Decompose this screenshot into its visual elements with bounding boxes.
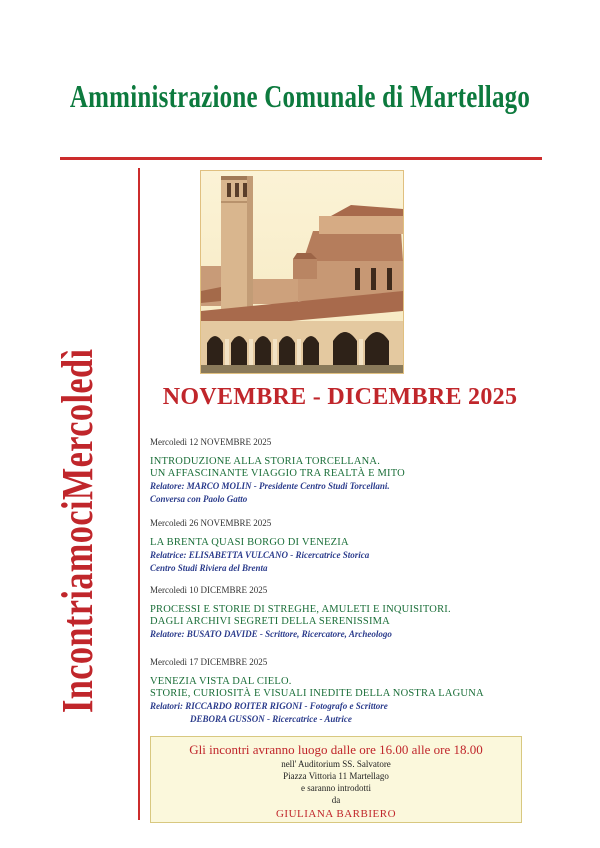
info-intro: e saranno introdotti	[301, 783, 371, 793]
page-title: Amministrazione Comunale di Martellago	[69, 78, 531, 114]
event-1	[150, 437, 540, 506]
info-venue: nell' Auditorium SS. Salvatore	[281, 759, 391, 769]
event-speaker: Relatori: RICCARDO ROITER RIGONI - Fotografo e Scrittore	[150, 701, 388, 711]
horizontal-divider	[60, 157, 542, 160]
vertical-divider	[138, 168, 140, 820]
event-4	[150, 657, 540, 726]
event-title: LA BRENTA QUASI BORGO DI VENEZIA	[150, 537, 349, 548]
side-vertical-title: IncontriamociMercoledì	[53, 348, 102, 713]
event-date: Mercoledì 17 DICEMBRE 2025	[150, 657, 268, 667]
event-date: Mercoledì 10 DICEMBRE 2025	[150, 585, 268, 595]
event-speaker: Relatore: BUSATO DAVIDE - Scrittore, Ricercatore, Archeologo	[150, 629, 392, 639]
event-title: STORIE, CURIOSITÀ E VISUALI INEDITE DELLA NOSTRA LAGUNA	[150, 688, 484, 699]
event-title: DAGLI ARCHIVI SEGRETI DELLA SERENISSIMA	[150, 616, 390, 627]
event-title: VENEZIA VISTA DAL CIELO.	[150, 676, 292, 687]
event-speaker: Relatrice: ELISABETTA VULCANO - Ricercatrice Storica	[150, 550, 370, 560]
event-title: UN AFFASCINANTE VIAGGIO TRA REALTÀ E MITO	[150, 468, 405, 479]
church-bell-tower-photo	[200, 170, 404, 374]
info-schedule: Gli incontri avranno luogo dalle ore 16.00 alle ore 18.00	[189, 742, 483, 757]
event-date: Mercoledì 26 NOVEMBRE 2025	[150, 518, 272, 528]
event-title: INTRODUZIONE ALLA STORIA TORCELLANA.	[150, 456, 381, 467]
info-by: da	[331, 795, 341, 805]
event-2	[150, 518, 540, 575]
event-speaker: Relatore: MARCO MOLIN - Presidente Centro Studi Torcellani.	[150, 481, 390, 491]
event-date: Mercoledì 12 NOVEMBRE 2025	[150, 437, 272, 447]
event-title: PROCESSI E STORIE DI STREGHE, AMULETI E INQUISITORI.	[150, 604, 451, 615]
event-3	[150, 585, 540, 641]
event-speaker: DEBORA GUSSON - Ricercatrice - Autrice	[190, 714, 352, 724]
info-box	[150, 736, 522, 823]
event-speaker: Centro Studi Riviera del Brenta	[150, 563, 268, 573]
period-heading: NOVEMBRE - DICEMBRE 2025	[162, 384, 518, 410]
info-host: GIULIANA BARBIERO	[275, 808, 397, 820]
info-address: Piazza Vittoria 11 Martellago	[283, 771, 389, 781]
event-speaker: Conversa con Paolo Gatto	[150, 494, 248, 504]
